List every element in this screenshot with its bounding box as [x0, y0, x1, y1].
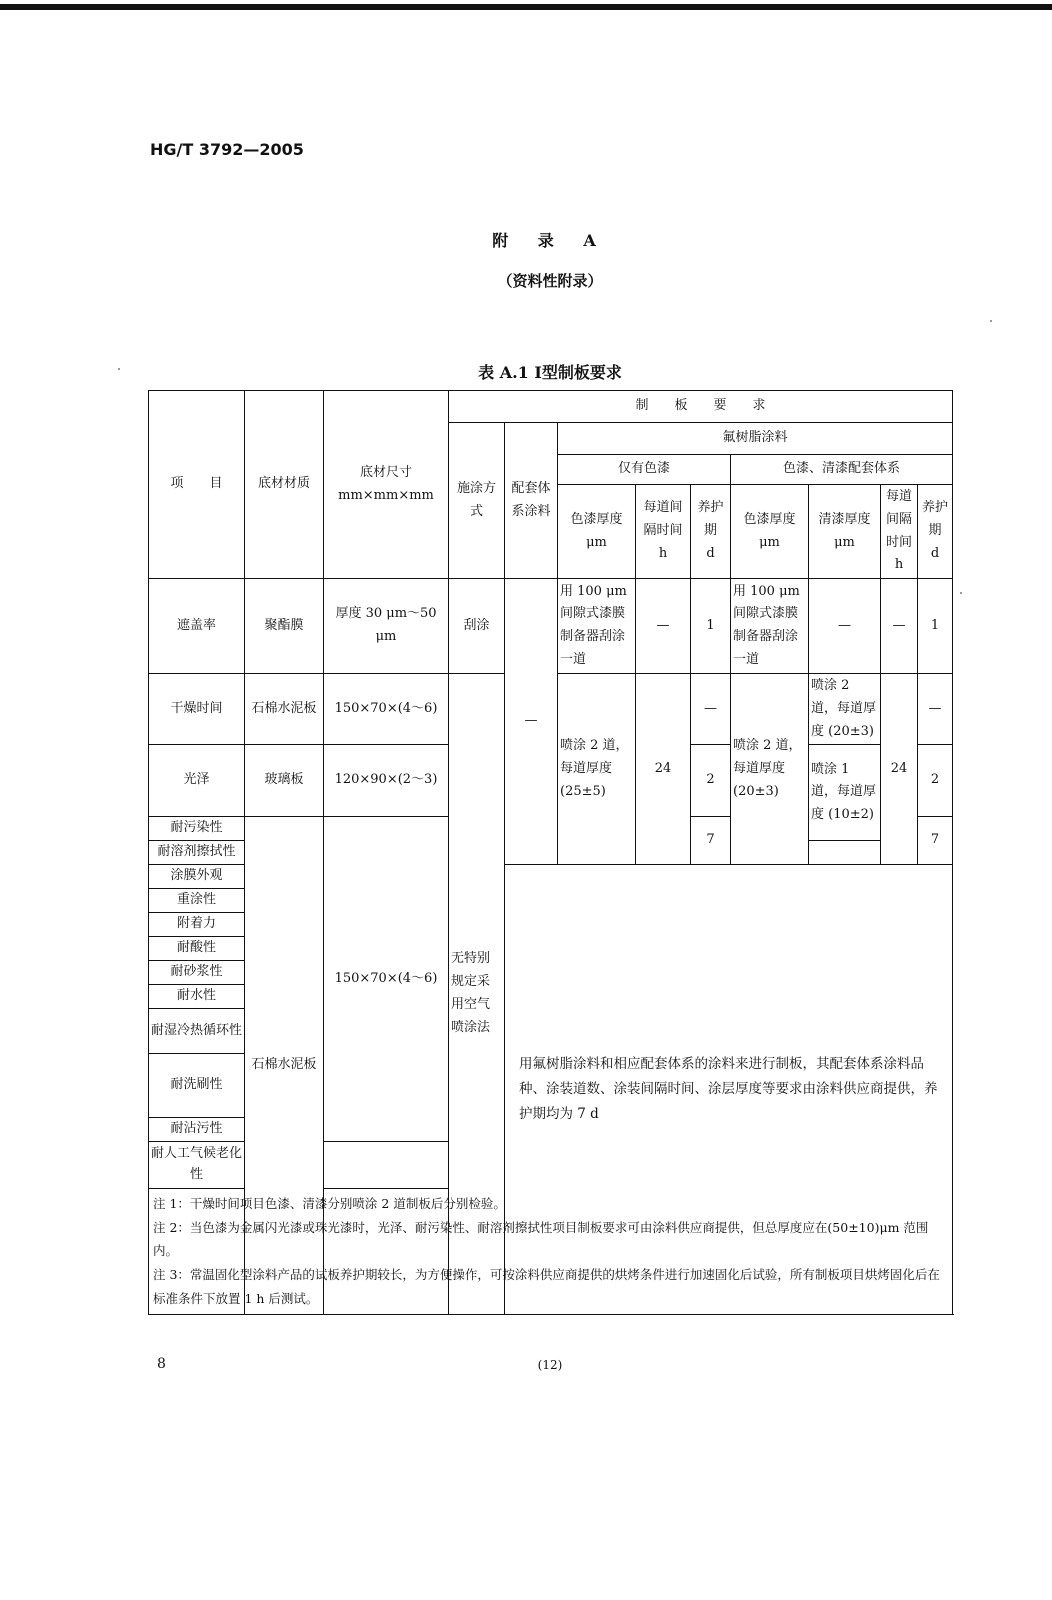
row-size-gloss: 120×90×(2～3) — [324, 745, 449, 817]
gloss-cc-curing: 2 — [918, 745, 953, 817]
drying-cc-curing: — — [918, 674, 953, 745]
gloss-cc-clear: 喷涂 1 道，每道厚度 (10±2) — [809, 745, 881, 841]
row-method-hiding: 刮涂 — [449, 579, 505, 674]
row-item-adhesion: 附着力 — [149, 913, 245, 937]
gloss-cc-color: 喷涂 2 道，每道厚度 (20±3) — [731, 674, 809, 865]
table-notes — [149, 1188, 953, 1314]
standard-code: HG/T 3792—2005 — [150, 140, 304, 159]
support-dash: — — [505, 579, 558, 865]
row-item-stain: 耐污染性 — [149, 817, 245, 841]
row-item-weather: 耐人工气候老化性 — [149, 1142, 245, 1188]
row-item-drying: 干燥时间 — [149, 674, 245, 745]
row-item-dirt: 耐沾污性 — [149, 1117, 245, 1142]
size-head-line1: 底材尺寸 — [359, 464, 412, 480]
row-substrate-gloss: 玻璃板 — [245, 745, 324, 817]
col-head-cc-curing: 养护期 d — [918, 485, 953, 579]
hiding-interval: — — [636, 579, 691, 674]
gloss-color-thick: 喷涂 2 道，每道厚度 (25±5) — [558, 674, 636, 865]
col-head-substrate: 底材材质 — [245, 391, 324, 579]
hiding-cc-curing: 1 — [918, 579, 953, 674]
col-head-color-clear: 色漆、清漆配套体系 — [731, 455, 953, 485]
gloss-interval: 24 — [636, 674, 691, 865]
gloss-curing: 2 — [691, 745, 731, 817]
row-item-mortar: 耐砂浆性 — [149, 961, 245, 985]
hiding-cc-interval: — — [881, 579, 918, 674]
sheet-number: (12) — [537, 1358, 563, 1372]
general-note: 用氟树脂涂料和相应配套体系的涂料来进行制板，其配套体系涂料品种、涂装道数、涂装间隔时间、涂层厚度等要求由涂料供应商提供，养护期均为 7 d — [505, 865, 953, 1314]
row-item-hiding: 遮盖率 — [149, 579, 245, 674]
col-head-method: 施涂方式 — [449, 423, 505, 579]
top-rule — [0, 4, 1052, 10]
row-size-hiding: 厚度 30 μm～50 μm — [324, 579, 449, 674]
size-head-line2: mm×mm×mm — [338, 487, 434, 503]
row-substrate-drying: 石棉水泥板 — [245, 674, 324, 745]
method-spray: 无特别规定采用空气喷涂法 — [449, 674, 505, 1315]
drying-cc-clear: 喷涂 2 道，每道厚度 (20±3) — [809, 674, 881, 745]
hiding-curing: 1 — [691, 579, 731, 674]
stain-curing: 7 — [691, 817, 731, 865]
asbestos-merged: 石棉水泥板 — [245, 817, 324, 1314]
col-head-cc-color-thick: 色漆厚度 μm — [731, 485, 809, 579]
col-head-size — [324, 391, 449, 579]
row-item-recoat: 重涂性 — [149, 889, 245, 913]
appendix-title: 附 录 A — [492, 231, 608, 250]
row-item-gloss: 光泽 — [149, 745, 245, 817]
scan-speck — [118, 368, 120, 370]
col-head-interval: 每道间隔时间 h — [636, 485, 691, 579]
row-item-solvent: 耐溶剂擦拭性 — [149, 841, 245, 865]
hiding-cc-clear: — — [809, 579, 881, 674]
col-head-support: 配套体系涂料 — [505, 423, 558, 579]
row-item-humid: 耐湿冷热循环性 — [149, 1009, 245, 1054]
row-size-drying: 150×70×(4～6) — [324, 674, 449, 745]
stain-cc-curing: 7 — [918, 817, 953, 865]
hiding-color-thick: 用 100 μm 间隙式漆膜制备器刮涂一道 — [558, 579, 636, 674]
row-item-appearance: 涂膜外观 — [149, 865, 245, 889]
row-item-water: 耐水性 — [149, 985, 245, 1009]
col-head-curing: 养护期 d — [691, 485, 731, 579]
scan-speck — [990, 320, 992, 322]
scan-speck — [960, 592, 962, 594]
size-merged: 150×70×(4～6) — [324, 817, 449, 1142]
col-head-cc-clear-thick: 清漆厚度 μm — [809, 485, 881, 579]
panel-requirements-table — [148, 390, 953, 1315]
row-substrate-hiding: 聚酯膜 — [245, 579, 324, 674]
page-number: 8 — [157, 1356, 166, 1372]
note-3: 注 3：常温固化型涂料产品的试板养护期较长，为方便操作，可按涂料供应商提供的烘烤条件进行加速固化后试验，所有制板项目烘烤固化后在标准条件下放置 1 h 后测试。 — [153, 1267, 940, 1306]
table-title: 表 A.1 Ⅰ型制板要求 — [478, 363, 622, 382]
col-head-fluoro: 氟树脂涂料 — [558, 423, 953, 455]
note-1: 注 1：干燥时间项目色漆、清漆分别喷涂 2 道制板后分别检验。 — [153, 1195, 506, 1211]
col-head-requirements: 制 板 要 求 — [449, 391, 953, 423]
col-head-color-only: 仅有色漆 — [558, 455, 731, 485]
row-item-acid: 耐酸性 — [149, 937, 245, 961]
col-head-cc-interval: 每道间隔时间 h — [881, 485, 918, 579]
appendix-subtitle: （资料性附录） — [497, 272, 603, 290]
row-item-wash: 耐洗刷性 — [149, 1054, 245, 1117]
gloss-cc-interval: 24 — [881, 674, 918, 865]
note-2: 注 2：当色漆为金属闪光漆或珠光漆时，光泽、耐污染性、耐溶剂擦拭性项目制板要求可由涂料供应商提供，但总厚度应在(50±10)μm 范围内。 — [153, 1219, 929, 1259]
col-head-item: 项 目 — [149, 391, 245, 579]
drying-curing: — — [691, 674, 731, 745]
hiding-cc-color: 用 100 μm 间隙式漆膜制备器刮涂一道 — [731, 579, 809, 674]
col-head-color-thick: 色漆厚度 μm — [558, 485, 636, 579]
